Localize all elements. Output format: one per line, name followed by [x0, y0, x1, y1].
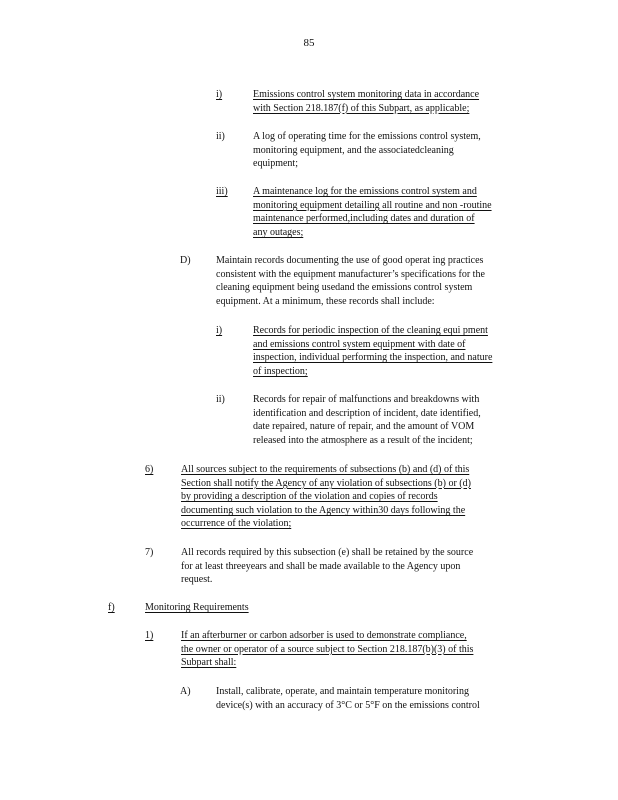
text-line: Subpart shall:	[181, 657, 237, 669]
item-ii-repair-records-marker: ii)	[216, 394, 225, 405]
text-line: date repaired, nature of repair, and the amount of VOM	[253, 421, 475, 433]
item-A-temperature-monitoring-marker: A)	[180, 686, 191, 697]
text-line: A log of operating time for the emissions control system,	[253, 131, 481, 142]
text-line: occurrence of the violation;	[181, 518, 292, 530]
section-f-monitoring-marker: f)	[108, 602, 115, 613]
item-6-notify-agency-marker: 6)	[145, 464, 154, 475]
text-line: monitoring equipment, and the associatedcleaning	[253, 144, 454, 156]
text-line: All records required by this subsection (e) shall be retained by the source	[181, 547, 474, 558]
item-ii-repair-records	[253, 393, 543, 447]
text-line: equipment. At a minimum, these records shall include:	[216, 295, 435, 307]
text-line: A maintenance log for the emissions control system and	[253, 186, 477, 197]
text-line: Maintain records documenting the use of good operat ing practices	[216, 255, 484, 266]
text-line: If an afterburner or carbon adsorber is used to demonstrate compliance,	[181, 630, 467, 641]
text-line: inspection, individual performing the inspection, and nature	[253, 352, 493, 364]
text-line: for at least threeyears and shall be made available to the Agency upon	[181, 560, 461, 572]
text-line: documenting such violation to the Agency within30 days following the	[181, 504, 466, 516]
item-i-monitoring-data-marker: i)	[216, 89, 223, 100]
text-line: monitoring equipment detailing all routine and non -routine	[253, 199, 492, 211]
item-7-retain-records	[181, 546, 531, 587]
item-1-afterburner	[181, 629, 534, 670]
text-line: Records for repair of malfunctions and breakdowns with	[253, 394, 480, 405]
item-D-good-practices-marker: D)	[180, 255, 191, 266]
text-line: released into the atmosphere as a result of the incident;	[253, 434, 473, 446]
text-line: of inspection;	[253, 365, 308, 377]
text-line: Records for periodic inspection of the cleaning equi pment	[253, 325, 488, 336]
text-line: Monitoring Requirements	[145, 602, 249, 613]
text-line: and emissions control system equipment with date of	[253, 338, 466, 350]
item-1-afterburner-marker: 1)	[145, 630, 154, 641]
item-A-temperature-monitoring	[216, 685, 534, 712]
item-7-retain-records-marker: 7)	[145, 547, 154, 558]
text-line: Section shall notify the Agency of any violation of subsections (b) or (d)	[181, 477, 471, 489]
item-ii-operating-log	[253, 130, 528, 171]
text-line: consistent with the equipment manufacturer’s specifications for the	[216, 268, 485, 280]
text-line: request.	[181, 574, 213, 586]
section-f-monitoring	[145, 601, 275, 615]
page-number: 85	[303, 37, 315, 49]
item-6-notify-agency	[181, 463, 531, 531]
text-line: All sources subject to the requirements of subsections (b) and (d) of this	[181, 464, 470, 475]
text-line: maintenance performed,including dates and duration of	[253, 213, 475, 225]
text-line: cleaning equipment being usedand the emissions control system	[216, 282, 473, 294]
item-iii-maintenance-log-marker: iii)	[216, 186, 228, 197]
text-line: with Section 218.187(f) of this Subpart, as applicable;	[253, 102, 470, 114]
item-i-periodic-inspection-marker: i)	[216, 325, 223, 336]
text-line: the owner or operator of a source subject to Section 218.187(b)(3) of this	[181, 643, 474, 655]
text-line: equipment;	[253, 158, 298, 170]
text-line: any outages;	[253, 226, 304, 238]
text-line: Install, calibrate, operate, and maintain temperature monitoring	[216, 686, 469, 697]
item-ii-operating-log-marker: ii)	[216, 131, 225, 142]
text-line: identification and description of incident, date identified,	[253, 407, 481, 419]
text-line: device(s) with an accuracy of 3°C or 5°F on the emissions control	[216, 699, 480, 711]
item-i-monitoring-data	[253, 88, 528, 115]
item-iii-maintenance-log	[253, 185, 528, 239]
text-line: by providing a description of the violation and copies of records	[181, 491, 438, 503]
item-D-good-practices	[216, 254, 542, 308]
item-i-periodic-inspection	[253, 324, 543, 378]
text-line: Emissions control system monitoring data in accordance	[253, 89, 480, 100]
